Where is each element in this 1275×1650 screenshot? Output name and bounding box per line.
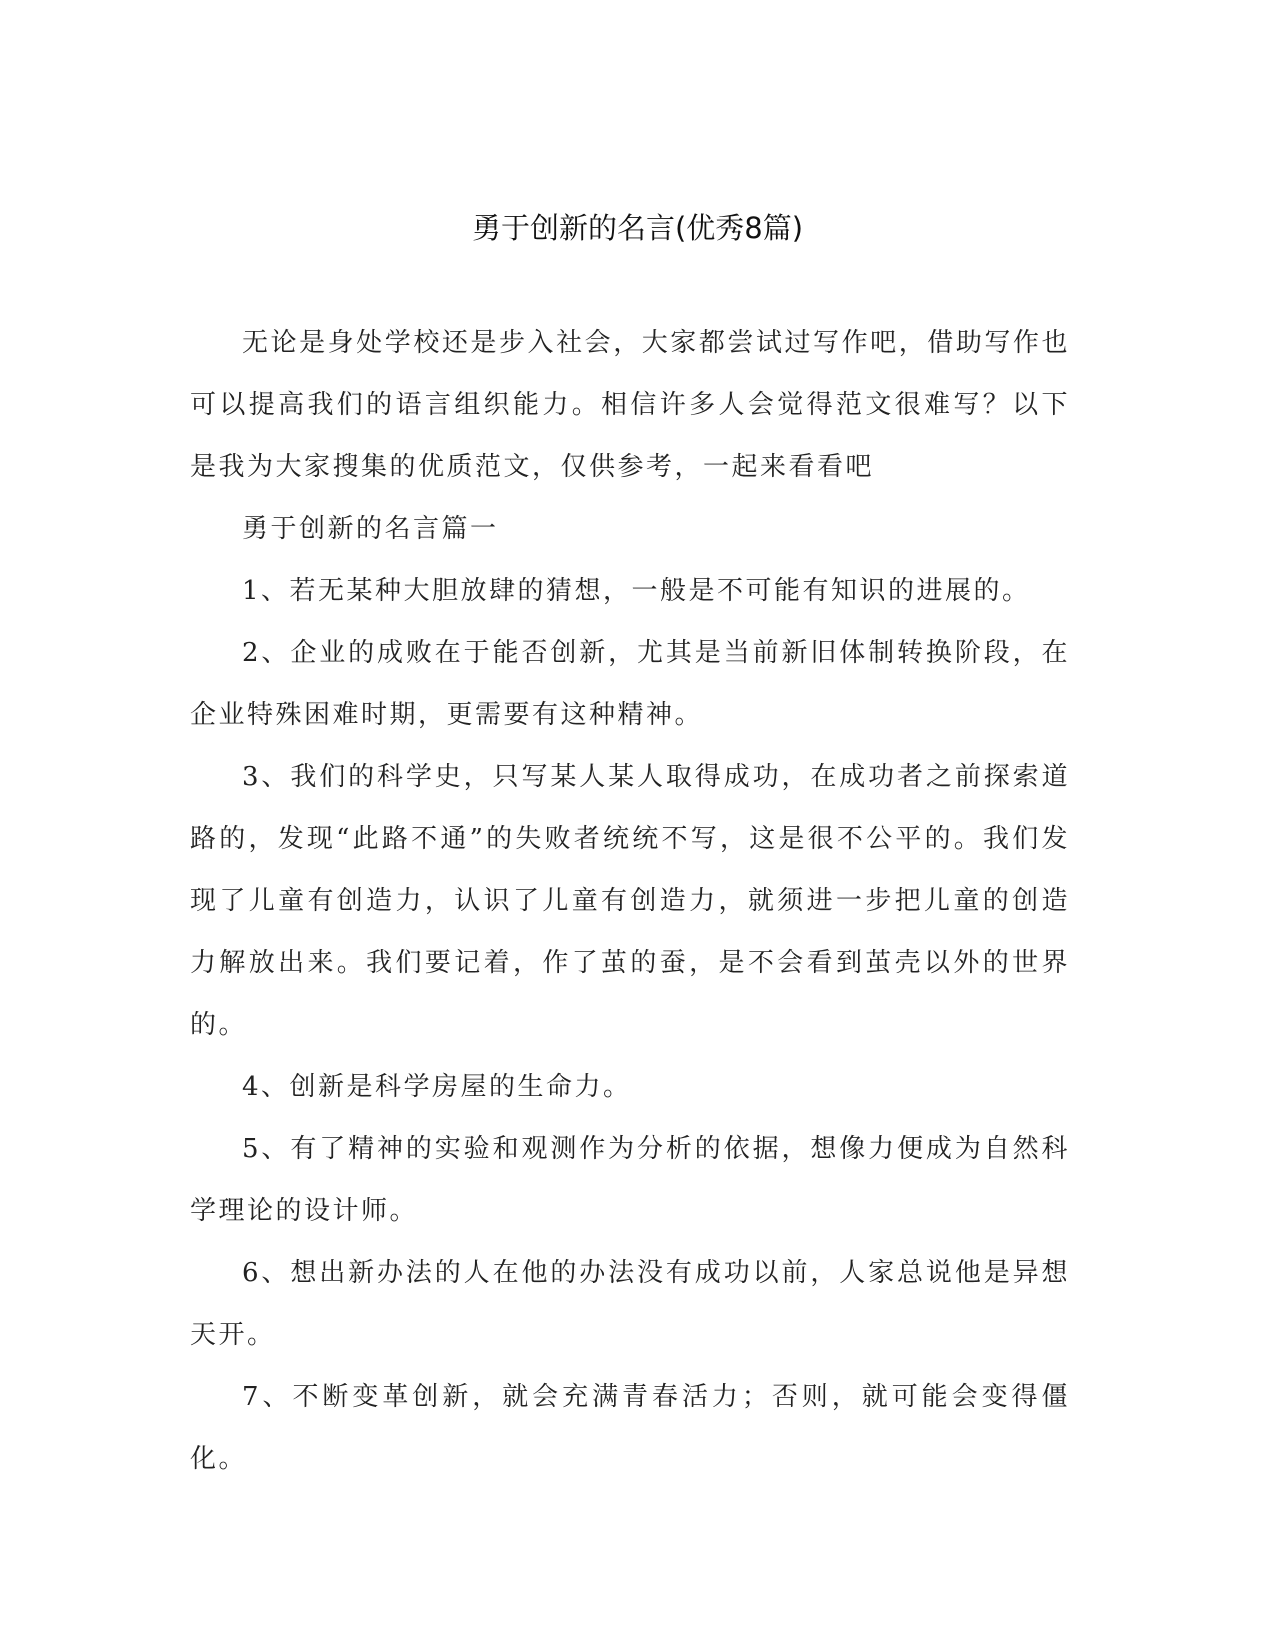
quote-item: 3、我们的科学史，只写某人某人取得成功，在成功者之前探索道路的，发现“此路不通”的失败者统统不写，这是很不公平的。我们发现了儿童有创造力，认识了儿童有创造力，就须进一步把儿童的创造力解放出来。我们要记着，作了茧的蚕，是不会看到茧壳以外的世界的。: [190, 762, 1070, 1040]
quote-item: 7、不断变革创新，就会充满青春活力；否则，就可能会变得僵化。: [190, 1382, 1070, 1474]
page-title: 勇于创新的名言(优秀8篇): [471, 211, 804, 245]
quote-item: 4、创新是科学房屋的生命力。: [242, 1072, 632, 1102]
quote-item: 2、企业的成败在于能否创新，尤其是当前新旧体制转换阶段，在企业特殊困难时期，更需要有这种精神。: [190, 638, 1070, 730]
section-heading: 勇于创新的名言篇一: [242, 514, 499, 544]
quote-item: 6、想出新办法的人在他的办法没有成功以前，人家总说他是异想天开。: [190, 1258, 1070, 1350]
document-body: [190, 312, 1070, 1490]
quote-item: 1、若无某种大胆放肆的猜想，一般是不可能有知识的进展的。: [242, 576, 1031, 606]
intro-paragraph: 无论是身处学校还是步入社会，大家都尝试过写作吧，借助写作也可以提高我们的语言组织能力。相信许多人会觉得范文很难写？以下是我为大家搜集的优质范文，仅供参考，一起来看看吧: [190, 328, 1070, 482]
quote-item: 5、有了精神的实验和观测作为分析的依据，想像力便成为自然科学理论的设计师。: [190, 1134, 1070, 1226]
